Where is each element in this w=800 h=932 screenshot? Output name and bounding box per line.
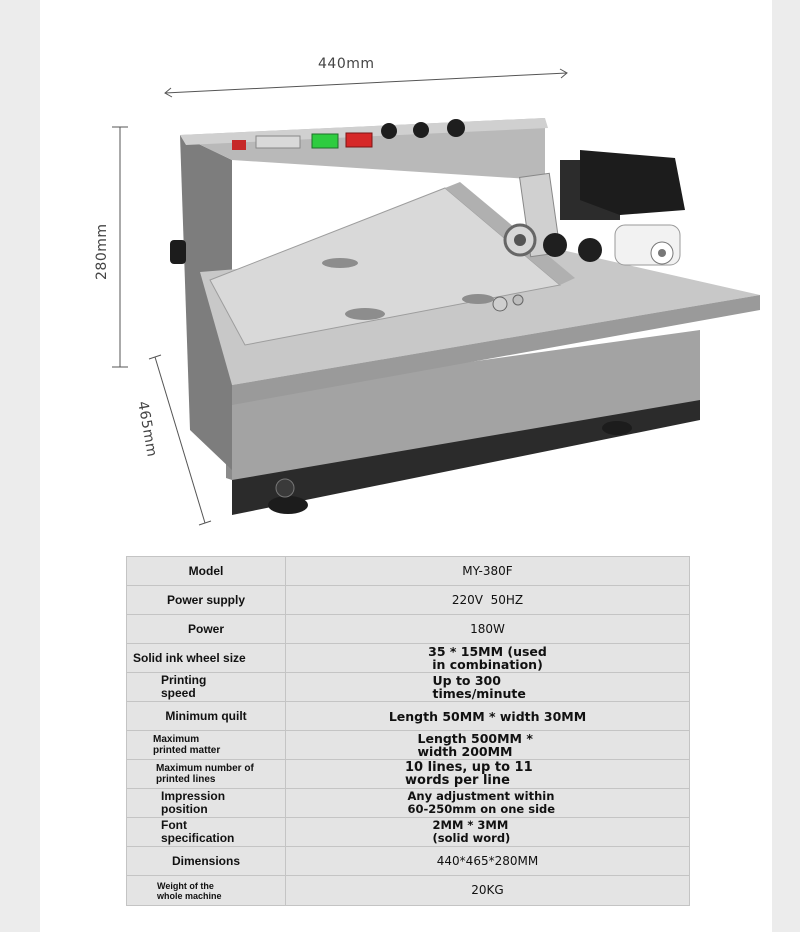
spec-value: 440*465*280MM <box>286 847 690 876</box>
spec-value-text: 2MM * 3MM (solid word) <box>432 818 511 845</box>
table-row <box>127 557 690 586</box>
spec-value-text: Length 500MM * width 200MM <box>417 731 533 759</box>
spec-key-text: Maximum number of printed lines <box>156 763 254 785</box>
table-row <box>127 644 690 673</box>
dimension-width-label: 440mm <box>318 56 375 72</box>
spec-value-text: 35 * 15MM (used in combination) <box>428 644 547 672</box>
spec-key: Power <box>127 615 286 644</box>
table-row <box>127 789 690 818</box>
table-row <box>127 818 690 847</box>
spec-key: Dimensions <box>127 847 286 876</box>
spec-key-text: Printing speed <box>161 673 207 700</box>
spec-value: 20KG <box>286 876 690 906</box>
spec-value-text: Any adjustment within 60-250mm on one side <box>407 789 556 816</box>
spec-key-text: Font specification <box>161 818 235 845</box>
spec-value-text: Up to 300 times/minute <box>432 673 526 701</box>
table-row <box>127 731 690 760</box>
spec-value <box>286 789 690 818</box>
table-row <box>127 673 690 702</box>
spec-key-text: Impression position <box>161 789 226 816</box>
spec-value <box>286 818 690 847</box>
spec-key: Minimum quilt <box>127 702 286 731</box>
table-row <box>127 702 690 731</box>
spec-value: Length 50MM * width 30MM <box>286 702 690 731</box>
dimension-depth-label: 465mm <box>134 400 160 459</box>
table-row <box>127 586 690 615</box>
spec-value: 180W <box>286 615 690 644</box>
table-row <box>127 615 690 644</box>
spec-key: Power supply <box>127 586 286 615</box>
spec-key <box>127 818 286 847</box>
spec-key <box>127 876 286 906</box>
spec-value <box>286 644 690 673</box>
table-row <box>127 760 690 789</box>
spec-table <box>126 556 690 906</box>
spec-key <box>127 731 286 760</box>
spec-value-text: 10 lines, up to 11 words per line <box>405 760 533 788</box>
spec-key <box>127 673 286 702</box>
table-row <box>127 847 690 876</box>
spec-value: 220V 50HZ <box>286 586 690 615</box>
spec-key: Model <box>127 557 286 586</box>
spec-value: MY-380F <box>286 557 690 586</box>
spec-value <box>286 760 690 789</box>
spec-key <box>127 760 286 789</box>
dimension-height-label: 280mm <box>94 223 110 280</box>
spec-key-text: Maximum printed matter <box>153 734 221 756</box>
spec-key: Solid ink wheel size <box>127 644 286 673</box>
spec-value <box>286 731 690 760</box>
spec-key <box>127 789 286 818</box>
table-row <box>127 876 690 906</box>
spec-value <box>286 673 690 702</box>
spec-key-text: Weight of the whole machine <box>157 880 222 901</box>
